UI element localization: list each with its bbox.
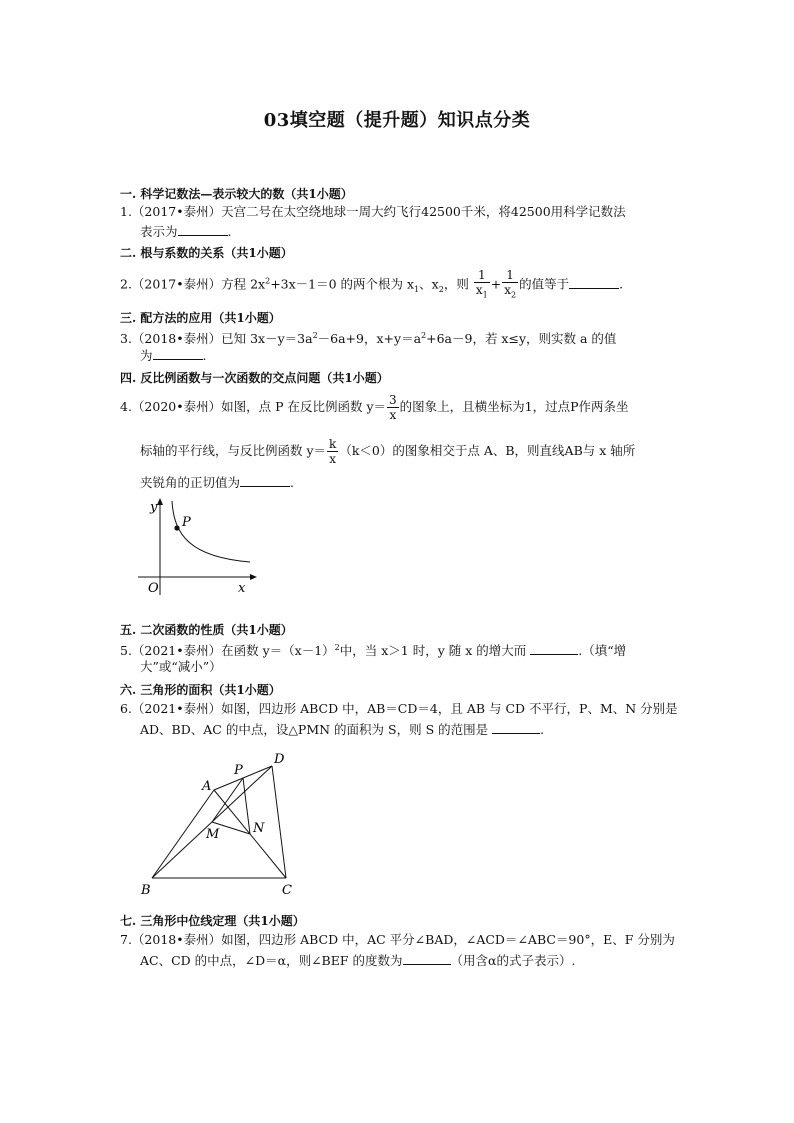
page-title: 03填空题（提升题）知识点分类: [263, 110, 531, 131]
q7-answer-blank: [403, 952, 451, 965]
side-cd: [272, 766, 286, 878]
y-axis-arrow-icon: [157, 498, 163, 505]
figure-q6-quadrilateral: [136, 748, 306, 900]
x-axis-arrow-icon: [250, 574, 257, 580]
q4-line1: 4.（2020•泰州）如图，点 P 在反比例函数 y＝ $\frac{3}{x}$ 的图象上，且横坐标为1，过点P作两条坐: [120, 393, 629, 422]
q7-line2: AC、CD 的中点，∠D＝α，则∠BEF 的度数为 （用含α的式子表示）.: [140, 953, 576, 968]
side-ab: [152, 790, 214, 878]
label-b: B: [141, 883, 151, 898]
q1-answer-blank: [178, 223, 228, 236]
q6-line2: AD、BD、AC 的中点，设△PMN 的面积为 S，则 S 的范围是 .: [140, 722, 545, 737]
q4-answer-blank: [240, 474, 290, 487]
fraction-k-over-x: $\frac{k}{x}$: [329, 437, 337, 466]
section-heading-1: 一. 科学记数法—表示较大的数（共1小题）: [120, 187, 353, 201]
label-o: O: [148, 581, 159, 596]
q5-line1: 5.（2021•泰州）在函数 $y=(x-1)^2$中，当 x＞1 时，y 随 x 的增大而 .（填“增: [120, 643, 627, 659]
q4-line2: 标轴的平行线，与反比例函数 y＝ $\frac{k}{x}$ （k＜0）的图象相交于点 A、B，则直线AB与 x 轴所: [140, 437, 636, 466]
label-p: P: [234, 763, 243, 778]
q3-line2: 为 .: [140, 348, 207, 363]
q6-answer-blank: [492, 721, 540, 734]
section-heading-3: 三. 配方法的应用（共1小题）: [120, 311, 281, 325]
q1-line2: 表示为 .: [140, 224, 232, 239]
fraction-3-over-x: $\frac{3}{x}$: [389, 393, 397, 422]
label-y: y: [150, 500, 158, 515]
figure-q4-hyperbola: [130, 495, 260, 600]
q6-line1: 6.（2021•泰州）如图，四边形 ABCD 中，AB＝CD＝4，且 AB 与 CD 不平行，P、M、N 分别是: [120, 701, 678, 716]
point-p-dot: [174, 525, 179, 530]
section-heading-2: 二. 根与系数的关系（共1小题）: [120, 246, 293, 260]
label-p: P: [182, 515, 191, 530]
q5-answer-blank: [530, 642, 578, 655]
section-heading-4: 四. 反比例函数与一次函数的交点问题（共1小题）: [120, 371, 389, 385]
q5-line2: 大”或“减小”）: [140, 659, 222, 674]
label-d: D: [274, 752, 285, 767]
label-m: M: [206, 827, 220, 842]
label-c: C: [282, 883, 292, 898]
fraction-1-over-x2: $\frac{1}{x_2}$: [504, 268, 517, 300]
section-heading-5: 五. 二次函数的性质（共1小题）: [120, 623, 293, 637]
q1-line1: 1.（2017•泰州）天宫二号在太空绕地球一周大约飞行42500千米，将42500用科学记数法: [120, 204, 626, 219]
q7-line1: 7.（2018•泰州）如图，四边形 ABCD 中，AC 平分∠BAD，∠ACD＝∠ABC＝90°，E、F 分别为: [120, 932, 675, 947]
q4-line3: 夹锐角的正切值为 .: [140, 475, 294, 490]
segment-pn: [243, 778, 250, 834]
section-heading-6: 六. 三角形的面积（共1小题）: [120, 683, 281, 697]
label-a: A: [202, 779, 212, 794]
q2-answer-blank: [569, 276, 619, 289]
q2-line: 2.（2017•泰州）方程 $2x^2+3x-1=0$ 的两个根为 $x_1$、$x_2$，则 $\frac{1}{x_1}$ + $\frac{1}{x_2}$ 的值等于 .: [120, 268, 623, 302]
hyperbola-curve: [172, 501, 250, 562]
section-heading-7: 七. 三角形中位线定理（共1小题）: [120, 914, 305, 928]
label-x: x: [238, 581, 246, 596]
q3-answer-blank: [153, 347, 203, 360]
q3-line1: 3.（2018•泰州）已知 $3x-y=3a^2-6a+9$，$x+y=a^2+6a-9$，若 x≤y，则实数 a 的值: [120, 331, 617, 347]
label-n: N: [253, 821, 265, 836]
fraction-1-over-x1: $\frac{1}{x_1}$: [475, 268, 488, 300]
